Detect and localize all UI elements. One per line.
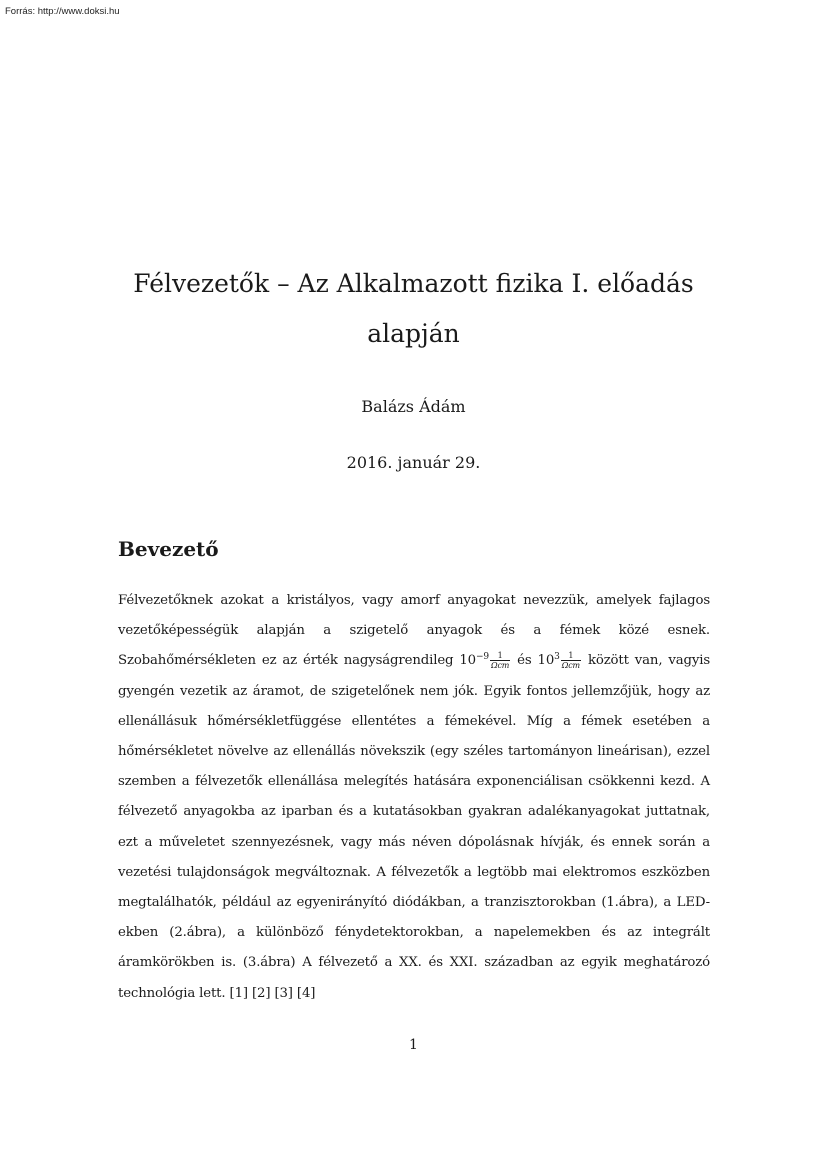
paragraph-text-part-3: között van, vagyis gyengén vezetik az áramot, de szigetelőnek nem jók. Egyik fontos jellemzőjük, hogy az ellenállásuk hőmérsékletfüggése ellentétes a fémekével. Míg a fémek esetében a hőmérsékletet növelve az ellenállás növekszik (egy széles tartományon lineárisan), ezzel szemben a félvezetők ellenállása melegítés hatására exponenciálisan csökkenni kezd. A félvezető anyagokba az iparban és a kutatásokban gyakran adalékanyagokat juttatnak, ezt a műveletet szennyezésnek, vagy más néven dópolásnak hívják, és ennek során a vezetési tulajdonságok megváltoznak. A félvezetők a legtöbb mai elektromos eszközben megtalálhatók, például az egyenirányító diódákban, a tranzisztorokban (1.ábra), a LED-ekben (2.ábra), a különböző fénydetektorokban, a napelemekben és az integrált áramkörökben is. (3.ábra) A félvezető a XX. és XXI. században az egyik meghatározó technológia lett. [1] [2] [3] [4] [118,653,710,1001]
fraction-denominator: Ωcm [561,661,580,671]
paragraph-text-part-1: Félvezetőknek azokat a kristályos, vagy amorf anyagokat nevezzük, amelyek fajlagos vezetőképességük alapján a szigetelő anyagok és a fémek közé esnek. Szobahőmérsékleten ez az érték nagyságrendileg 10 [118,593,710,669]
fraction-denominator: Ωcm [490,661,510,671]
page-number: 1 [409,1037,418,1053]
exponent-minus-nine: −9 [476,652,489,663]
fraction-numerator: 1 [490,651,510,661]
exponent-three: 3 [554,652,560,663]
source-label: Forrás: http://www.doksi.hu [5,6,120,17]
unit-fraction [561,651,581,670]
unit-fraction [490,651,510,670]
intro-paragraph [118,586,710,1009]
document-date: 2016. január 29. [346,453,481,472]
document-title: Félvezetők – Az Alkalmazott fizika I. előadás alapján [133,269,694,348]
fraction-numerator: 1 [561,651,581,661]
author-name: Balázs Ádám [361,397,466,416]
paragraph-text-part-2: és 10 [511,653,555,669]
section-heading: Bevezető [118,537,219,561]
